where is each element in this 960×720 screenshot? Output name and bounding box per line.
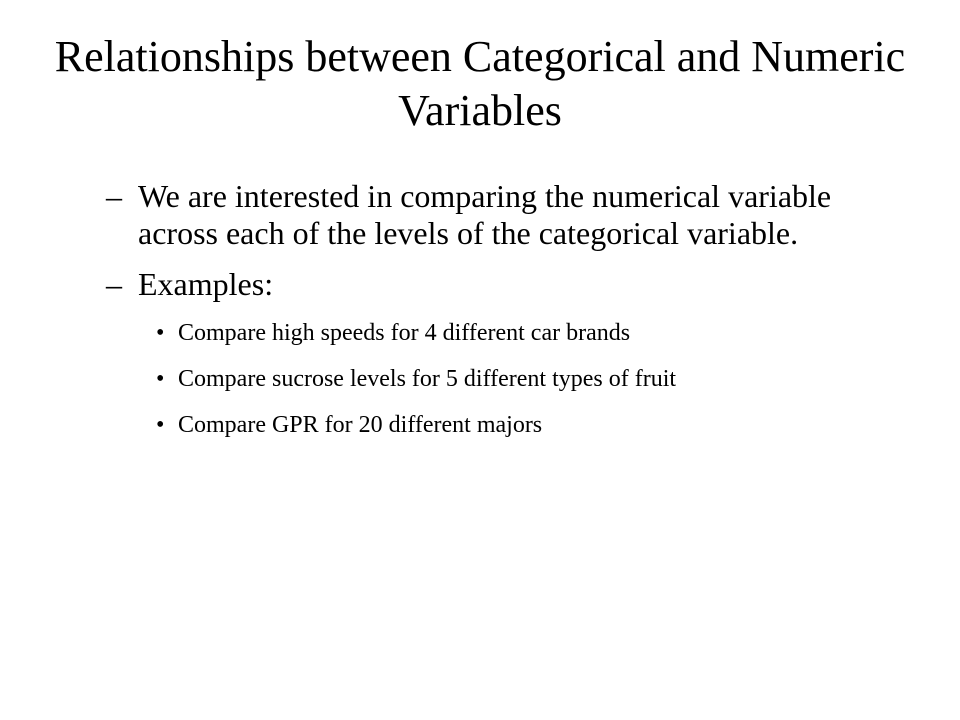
bullet-dot-icon: • <box>156 412 165 438</box>
bullet-text: Examples: <box>138 266 274 302</box>
sub-bullet-point <box>0 319 878 347</box>
dash-marker: – <box>106 178 122 214</box>
bullet-dot-icon: • <box>156 366 165 392</box>
dash-marker: – <box>106 266 122 302</box>
bullet-point <box>0 178 878 252</box>
sub-bullet-text: Compare sucrose levels for 5 different types of fruit <box>178 366 677 392</box>
sub-bullet-point <box>0 365 878 393</box>
bullet-point <box>0 266 878 303</box>
slide-content <box>0 178 960 457</box>
slide-title: Relationships between Categorical and Numeric Variables <box>54 32 906 135</box>
bullet-text: We are interested in comparing the numerical variable across each of the levels of the categorical variable. <box>138 178 832 251</box>
sub-bullet-text: Compare GPR for 20 different majors <box>178 412 543 438</box>
sub-bullet-point <box>0 411 878 439</box>
sub-bullet-text: Compare high speeds for 4 different car brands <box>178 320 631 346</box>
bullet-dot-icon: • <box>156 320 165 346</box>
